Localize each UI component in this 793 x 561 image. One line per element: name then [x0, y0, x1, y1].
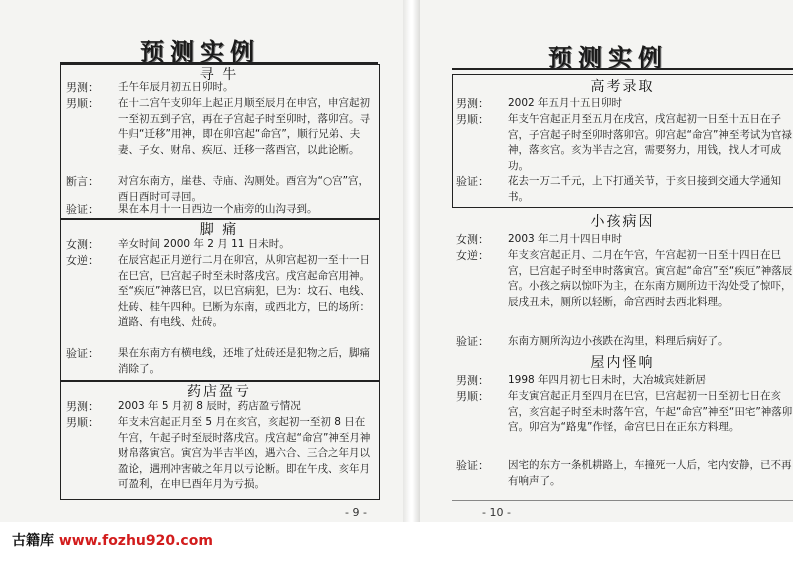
site-name: 古籍库 — [12, 533, 54, 549]
book-gutter — [403, 0, 420, 522]
site-url[interactable]: www.fozhu920.com — [58, 533, 213, 549]
entry — [456, 112, 793, 174]
entry — [456, 389, 793, 436]
entry — [456, 334, 793, 350]
entry-text: 2003 年二月十四日申时 — [508, 233, 623, 245]
entry-label: 女测： — [456, 233, 489, 246]
page-number: - 10 - — [482, 506, 511, 519]
section-title: 脚 痛 — [199, 222, 239, 238]
entry-text: 辛女时间 2000 年 2 月 11 日未时。 — [118, 238, 290, 250]
entry-text: 1998 年四月初七日未时，大冶城宾娃新居 — [508, 374, 707, 386]
entry-text: 年支亥宫起正月、二月在午宫，午宫起初一日至十四日在巳宫，巳宫起子时至申时落寅宫。寅宫起“命宫”至“疾厄”神落辰宫。小孩之病以惊吓为主，在东南方厕所边干沟处受了惊吓，辰戌丑未，厕所以轻断，命宫西时去西北料理。 — [508, 249, 793, 308]
entry — [456, 373, 793, 389]
section-title: 寻 牛 — [199, 67, 239, 83]
entry — [66, 346, 372, 377]
entry — [456, 174, 793, 205]
entry-text: 年支未宫起正月至 5 月在亥宫，亥起初一至初 8 日在午宫，午起子时至辰时落戌宫。戌宫起“命宫”神至月神财帛落寅宫。寅宫为半吉半凶，遇六合、三合之年月以盈论，遇刑冲害破之年月以亏论断。即在午戌、亥年月可盈利，在申巳酉年月为亏损。 — [118, 416, 371, 491]
entry-label: 男测： — [456, 374, 489, 387]
entry-text: 2003 年 5 月初 8 辰时，药店盈亏情况 — [118, 400, 301, 412]
left-page — [0, 0, 403, 522]
entry — [66, 399, 372, 415]
entry — [66, 237, 372, 253]
entry-label: 男顺： — [456, 113, 489, 126]
entry-text: 壬午年辰月初五日卯时。 — [118, 81, 234, 93]
right-page — [420, 0, 793, 522]
entry-text: 果在本月十一日西边一个庙旁的山沟寻到。 — [118, 203, 318, 215]
entry — [66, 415, 372, 493]
entry — [456, 96, 793, 112]
entry-label: 男测： — [66, 400, 99, 413]
entry-label: 男测： — [456, 97, 489, 110]
entry-text: 年支寅宫起正月至四月在巳宫，巳宫起初一日至初七日在亥宫，亥宫起子时至未时落午宫，午起“命宫”神至“田宅”神落卯宫。卯宫为“路鬼”作怪，命宫巳日在正东方料理。 — [508, 390, 793, 434]
entry — [456, 458, 793, 489]
entry-label: 男顺： — [66, 416, 99, 429]
header-rule — [452, 68, 793, 70]
page-title: 预测实例 — [140, 37, 260, 66]
entry-text: 对宫东南方，崖巷、寺庙、沟厕处。酉宫为“○宫”宫，酉日酉时可寻回。 — [118, 175, 370, 203]
entry — [456, 232, 793, 248]
entry-label: 验证： — [456, 335, 489, 348]
entry-text: 因宅的东方一条机耕路上，车撞死一人后，宅内安静，已不再有响声了。 — [508, 459, 792, 487]
entry — [66, 80, 372, 96]
entry-text: 在十二宫午支卯年上起正月顺至辰月在申宫，申宫起初一至初五到子宫，再在子宫起子时至卯时，落卯宫。寻牛归“迁移”用神，即在卯宫起“命宫”，顺行兄弟、夫妻、子女、财帛、疾厄、迁移一落酉宫，以此论断。 — [118, 97, 370, 156]
entry — [456, 248, 793, 310]
site-watermark — [12, 530, 213, 550]
page-number: - 9 - — [345, 506, 367, 519]
entry — [66, 174, 372, 205]
entry-label: 断言： — [66, 175, 99, 188]
section-title: 屋内怪响 — [590, 355, 655, 371]
entry-text: 东南方厕所沟边小孩跌在沟里，料理后病好了。 — [508, 335, 729, 347]
entry-label: 验证： — [456, 459, 489, 472]
entry-text: 在辰宫起正月逆行二月在卯宫，从卯宫起初一至十一日在巳宫，巳宫起子时至未时落戌宫。戌宫起命宫用神。至“疾厄”神落巳宫，以巳宫病犯，巳为：坟石、电线、灶砖、桂午四种。巳断为东南，或西北方，巳的场所：道路、有电线、灶砖。 — [118, 254, 371, 329]
entry-label: 男顺： — [456, 390, 489, 403]
footer-rule — [452, 500, 793, 501]
entry-label: 验证： — [66, 203, 99, 216]
section-title: 小孩病因 — [590, 214, 655, 230]
entry-text: 年支午宫起正月至五月在戌宫，戌宫起初一日至十五日在子宫，子宫起子时至卯时落卯宫。卯宫起“命宫”神至考试为官禄神，落亥宫。亥为半吉之宫，需要努力，用钱，找人才可成功。 — [508, 113, 792, 172]
entry-label: 女测： — [66, 238, 99, 251]
entry — [66, 96, 372, 158]
entry-label: 女逆： — [66, 254, 99, 267]
entry-label: 女逆： — [456, 249, 489, 262]
entry-label: 男测： — [66, 81, 99, 94]
entry-text: 2002 年五月十五日卯时 — [508, 97, 623, 109]
entry-label: 验证： — [66, 347, 99, 360]
section-title: 药店盈亏 — [187, 384, 251, 400]
entry-label: 男顺： — [66, 97, 99, 110]
entry — [66, 202, 372, 218]
entry-text: 果在东南方有横电线，还堆了灶砖还是犯物之后，脚痛消除了。 — [118, 347, 370, 375]
section-title: 高考录取 — [590, 79, 655, 95]
page-title: 预测实例 — [548, 43, 668, 72]
entry — [66, 253, 372, 331]
entry-text: 花去一万二千元，上下打通关节，于亥日接到交通大学通知书。 — [508, 175, 781, 203]
entry-label: 验证： — [456, 175, 489, 188]
